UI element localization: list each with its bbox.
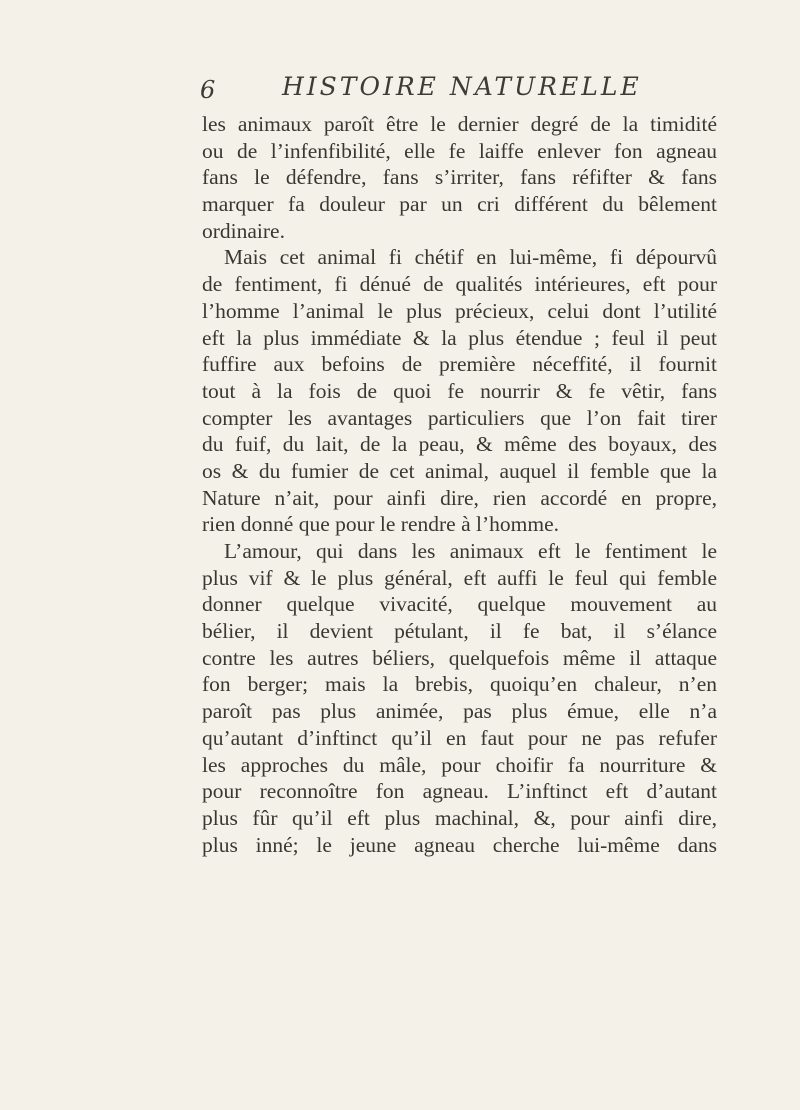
text-line: eft la plus immédiate & la plus étendue ; feul il peut: [202, 325, 717, 350]
paragraph-2: [202, 244, 717, 538]
text-line: bélier, il devient pétulant, il fe bat, il s’élance: [202, 619, 717, 644]
text-line: de fentiment, fi dénué de qualités intérieures, eft pour: [202, 272, 717, 297]
text-line: ou de l’infenfibilité, elle fe laiffe enlever fon agneau: [202, 138, 717, 163]
text-line: pour reconnoître fon agneau. L’inftinct eft d’autant: [202, 779, 717, 804]
text-line: contre les autres béliers, quelquefois même il attaque: [202, 645, 717, 670]
text-line: plus inné; le jeune agneau cherche lui-même dans: [202, 832, 717, 857]
page-number: 6: [200, 76, 216, 104]
text-line: du fuif, du lait, de la peau, & même des boyaux, des: [202, 432, 717, 457]
page-header: [200, 72, 642, 106]
text-line: L’amour, qui dans les animaux eft le fentiment le: [224, 539, 717, 563]
text-line: rien donné que pour le rendre à l’homme.: [202, 512, 560, 537]
paragraph-1: [202, 111, 717, 244]
running-head: HISTOIRE NATURELLE: [282, 72, 642, 101]
text-line: plus fûr qu’il eft plus machinal, &, pour ainfi dire,: [202, 805, 717, 830]
text-line: fans le défendre, fans s’irriter, fans réfifter & fans: [202, 165, 717, 190]
text-line: les animaux paroît être le dernier degré de la timidité: [202, 112, 717, 136]
text-line: ordinaire.: [202, 218, 285, 243]
paragraph-3: [202, 538, 717, 858]
text-line: l’homme l’animal le plus précieux, celui dont l’utilité: [202, 298, 717, 323]
text-line: tout à la fois de quoi fe nourrir & fe vêtir, fans: [202, 378, 717, 403]
text-line: qu’autant d’inftinct qu’il en faut pour ne pas refufer: [202, 725, 717, 750]
text-line: marquer fa douleur par un cri différent du bêlement: [202, 192, 717, 217]
text-line: plus vif & le plus général, eft auffi le feul qui femble: [202, 565, 717, 590]
text-line: fon berger; mais la brebis, quoiqu’en chaleur, n’en: [202, 672, 717, 697]
text-line: les approches du mâle, pour choifir fa nourriture &: [202, 752, 717, 777]
body-text: [202, 111, 717, 858]
text-line: os & du fumier de cet animal, auquel il femble que la: [202, 458, 717, 483]
text-line: Mais cet animal fi chétif en lui-même, fi dépourvû: [224, 245, 717, 270]
text-line: compter les avantages particuliers que l’on fait tirer: [202, 405, 717, 430]
text-line: Nature n’ait, pour ainfi dire, rien accordé en propre,: [202, 485, 717, 510]
text-line: paroît pas plus animée, pas plus émue, elle n’a: [202, 699, 717, 724]
text-line: fuffire aux befoins de première néceffité, il fournit: [202, 352, 717, 377]
text-line: donner quelque vivacité, quelque mouvement au: [202, 592, 717, 617]
